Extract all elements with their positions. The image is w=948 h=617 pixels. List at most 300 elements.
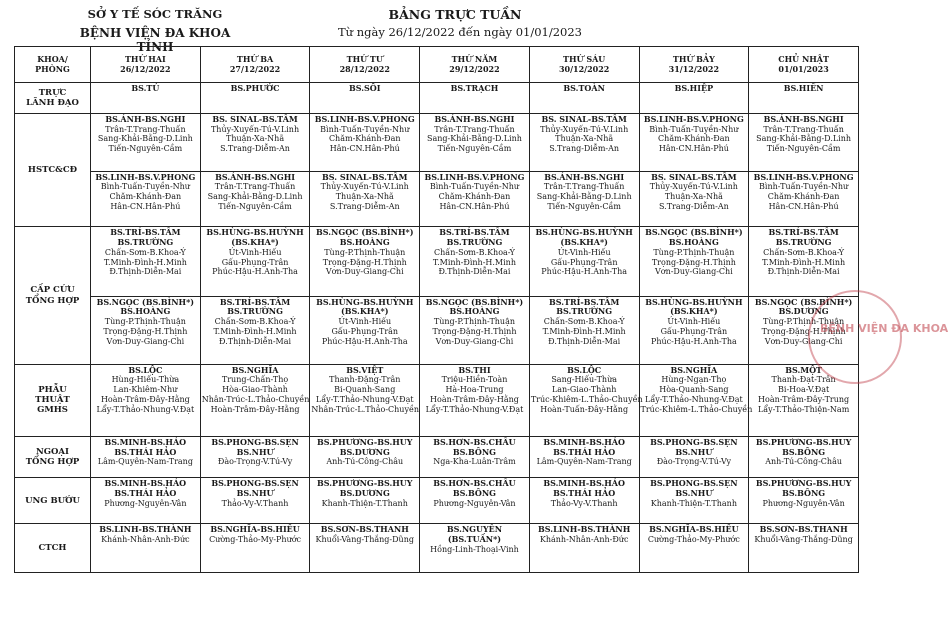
staff-line: Cường-Thảo-My-Phước [647,535,740,545]
staff-line: Cường-Thảo-My-Phước [209,535,302,545]
staff-line: Tiến-Nguyên-Cầm [218,201,292,211]
doctor-line: BS.LINH-BS.V.PHONG [753,171,854,182]
table-row [15,524,859,573]
staff-line: Đ.Thịnh-Diễn-Mai [548,336,621,346]
staff-line: Khuổi-Vàng-Thắng-Dũng [754,535,853,545]
schedule-cell [529,436,639,477]
schedule-cell [749,83,859,114]
staff-line: Hoàn-Trâm-Đây-Hằng [430,394,519,404]
doctor-line: BS.NGHĨA-BS.HIẾU [649,524,739,535]
staff-line: S.Trang-Diễm-An [329,201,400,211]
staff-line: Sang-Khải-Bằng-D.Linh [756,134,852,144]
doctor-line: BS.TRƯỜNG [446,237,503,248]
staff-line: Gấu-Phụng-Trân [221,257,289,267]
doctor-line: BS.DƯƠNG [339,487,390,498]
doctor-line: BS.TRÍ-BS.TÂM [768,227,839,238]
staff-line: Thuận-Xa-Nhã [226,134,285,144]
staff-line: Khanh-Thiện-T.Thanh [650,498,737,508]
doctor-line: BS.BÔNG [452,446,496,457]
doctor-line: BS.BÔNG [452,487,496,498]
staff-line: Phương-Nguyên-Vân [762,498,845,508]
staff-line: Tiến-Nguyên-Cầm [108,144,183,154]
staff-line: Thuận-Xa-Nhã [555,134,614,144]
day-name: THỨ NĂM [451,54,498,65]
day-date: 31/12/2022 [668,63,720,74]
staff-line: Chăm-Khánh-Đan [328,134,401,144]
doctor-line: BS.THÁI HẢO [553,487,616,498]
staff-line: Tùng-P.Thịnh-Thuận [653,247,735,257]
staff-line: Hân-CN.Hân-Phú [110,201,181,211]
schedule-cell [529,83,639,114]
doctor-line: BS.THÁI HẢO [553,446,616,457]
doctor-line: BS.LINH-BS.V.PHONG [643,113,744,124]
schedule-cell [420,171,530,227]
table-row [15,171,859,227]
staff-line: Trọng-Đặng-H.Thịnh [432,326,517,336]
staff-line: Bi-Hoa-V.Đạt [778,385,830,395]
doctor-line: BS.ÁNH-BS.NGHI [544,171,625,182]
staff-line: Khánh-Nhân-Anh-Đức [539,535,629,545]
schedule-cell [529,478,639,524]
schedule-cell [639,436,749,477]
staff-line: Sang-Hiếu-Thừa [551,375,617,385]
doctor-line: BS.LINH-BS.V.PHONG [314,113,415,124]
schedule-cell [91,171,201,227]
staff-line: Nga-Kha-Luân-Trâm [433,457,516,467]
table-row [15,364,859,436]
staff-line: Thủy-Xuyến-Tú-V.Linh [540,124,629,134]
doctor-line: BS.THÁI HẢO [114,446,177,457]
doctor-line: BS.TRƯỜNG [775,237,832,248]
doctor-line: BS.MỘT [785,364,823,375]
day-date: 01/01/2023 [778,63,829,74]
schedule-cell [420,436,530,477]
staff-line: Tiến-Nguyên-Cầm [437,144,512,154]
schedule-cell [310,524,420,573]
doctor-line: BS.NGỌC (BS.BÌNH*) [316,227,414,238]
doctor-line: BS.HIỀN [783,83,824,93]
staff-line: Lan-Giao-Thành [551,385,617,395]
staff-line: Tiến-Nguyên-Cầm [547,201,621,211]
doctor-line: BS.MINH-BS.HẢO [543,478,625,489]
staff-line: Tiến-Nguyên-Cầm [766,144,841,154]
schedule-cell [310,478,420,524]
doctor-line: BS.NGỌC (BS.BÌNH*) [754,296,853,307]
doctor-line: BS.TRƯỜNG [556,306,613,317]
schedule-cell [529,524,639,573]
doctor-line: BS.SƠN-BS.THANH [320,524,409,535]
doctor-line: BS.BÔNG [782,446,826,457]
doctor-line: BS.NGUYÊN [446,524,503,535]
staff-line: Lẩy-T.Thảo-Thiện-Nam [757,404,850,414]
staff-line: Trúc-Khiêm-L.Thảo-Chuyền [530,394,643,404]
staff-line: Triệu-Hiền-Toàn [441,375,508,385]
staff-line: Hùng-Hiếu-Thừa [111,375,180,385]
stamp-text: BỆNH VIỆN ĐA KHOA [820,322,948,335]
staff-line: Vơn-Duy-Giang-Chi [654,267,733,277]
schedule-cell [91,113,201,171]
staff-line: Tùng-P.Thịnh-Thuận [324,247,406,257]
doctor-line: BS.LINH-BS.V.PHONG [424,171,525,182]
doctor-line: BS.TRÍ-BS.TÂM [439,227,510,238]
staff-line: Hà-Hoa-Trung [445,385,504,395]
staff-line: Bình-Tuấn-Tuyền-Như [649,124,739,134]
table-row [15,113,859,171]
dept-label [15,478,91,524]
org-line-1: SỞ Y TẾ SÓC TRĂNG [87,7,223,21]
staff-line: Út-Vinh-Hiếu [557,247,611,257]
staff-line: Chấn-Sơm-B.Khoa-Ý [434,247,515,257]
staff-line: S.Trang-Diễm-An [220,144,290,154]
doctor-line: BS.HOÀNG [120,306,171,317]
staff-line: Lẩy-T.Thảo-Nhung-V.Đạt [96,404,195,414]
staff-line: Hoàn-Trâm-Đây-Trung [758,394,850,404]
staff-line: Anh-Tú-Công-Châu [765,457,843,467]
day-column-header [749,47,859,83]
doctor-line: BS.HÙNG-BS.HUỲNH [535,227,633,238]
table-body [15,83,859,573]
staff-line: Tùng-P.Thịnh-Thuận [104,317,186,327]
day-name: THỨ BA [236,54,274,65]
doctor-line: (BS.KHA*) [670,306,718,317]
schedule-cell [639,227,749,296]
staff-line: Hùng-Ngạn-Thọ [661,375,727,385]
doctor-line: BS.HÙNG-BS.HUỲNH [645,296,743,307]
staff-line: Đ.Thịnh-Diễn-Mai [767,267,840,277]
staff-line: Sang-Khải-Bằng-D.Linh [536,192,632,202]
doctor-line: BS.PHONG-BS.SẸN [211,478,299,489]
doctor-line: BS.ÁNH-BS.NGHI [215,171,296,182]
schedule-cell [639,296,749,364]
duty-schedule-table [14,46,859,573]
staff-line: Thuận-Xa-Nhã [664,192,723,202]
staff-line: Út-Vinh-Hiếu [338,317,392,327]
staff-line: Gấu-Phụng-Trân [550,257,618,267]
doctor-line: BS.ÁNH-BS.NGHI [763,113,844,124]
schedule-cell [749,524,859,573]
doctor-line: BS. SINAL-BS.TÂM [322,171,408,182]
staff-line: Bình-Tuấn-Tuyền-Như [759,182,849,192]
schedule-cell [91,364,201,436]
staff-line: Thảo-Vy-V.Thanh [221,498,289,508]
schedule-cell [639,171,749,227]
doctor-line: BS.HOÀNG [449,306,500,317]
doctor-line: BS.PHONG-BS.SẸN [650,436,738,447]
staff-line: Tùng-P.Thịnh-Thuận [433,317,516,327]
staff-line: Phương-Nguyên-Vân [433,498,516,508]
staff-line: Chấn-Sơm-B.Khoa-Ý [214,317,296,327]
schedule-cell [200,524,310,573]
schedule-cell [420,227,530,296]
dept-label [15,436,91,477]
staff-line: Sang-Khải-Bằng-D.Linh [427,134,522,144]
staff-line: Nhân-Trúc-L.Thảo-Chuyền [201,394,310,404]
staff-line: Sang-Khải-Bằng-D.Linh [207,192,303,202]
staff-line: Chấn-Sơm-B.Khoa-Ý [543,317,625,327]
staff-line: Thảo-Vy-V.Thanh [550,498,618,508]
dept-label-line: TỔNG HỢP [25,295,80,306]
doctor-line: BS.PHONG-BS.SẸN [650,478,738,489]
schedule-cell [310,113,420,171]
schedule-cell [529,296,639,364]
staff-line: Phúc-Hậu-H.Anh-Tha [541,267,628,277]
staff-line: Lâm-Quyên-Nam-Trang [97,457,193,467]
staff-line: Anh-Tú-Công-Châu [326,457,404,467]
staff-line: Thủy-Xuyến-Tú-V.Linh [649,182,738,192]
doctor-line: BS.LINH-BS.THÀNH [538,524,631,535]
doctor-line: BS.NHƯ [675,446,713,457]
dept-label-line: GMHS [37,405,68,416]
staff-line: Trân-T.Trang-Thuấn [105,124,186,134]
schedule-cell [310,436,420,477]
staff-line: Hân-CN.Hân-Phú [658,144,729,154]
doctor-line: BS.HOÀNG [668,237,719,248]
table-header-row [15,47,859,83]
dept-label-line: PHẪU [38,384,67,395]
staff-line: Hân-CN.Hân-Phú [768,201,839,211]
staff-line: Bình-Tuấn-Tuyền-Như [429,182,520,192]
schedule-cell [310,227,420,296]
staff-line: Trọng-Đặng-H.Thịnh [322,257,407,267]
staff-line: Hồng-Linh-Thoại-Vinh [430,544,519,554]
day-name: THỨ HAI [124,54,166,65]
day-column-header [91,47,201,83]
doctor-line: BS.SÔI [348,83,381,93]
doctor-line: BS.HƠN-BS.CHÂU [433,478,516,489]
schedule-cell [91,83,201,114]
doctor-line: BS.NHƯ [236,446,274,457]
schedule-cell [639,364,753,436]
dept-label [15,113,91,226]
table-row [15,83,859,114]
schedule-cell [420,83,530,114]
doctor-line: BS.LỘC [567,364,602,375]
schedule-cell [200,83,310,114]
doctor-line: BS. SINAL-BS.TÂM [212,113,298,124]
doctor-line: BS.TRƯỜNG [227,306,283,317]
doctor-line: BS.TÚ [131,83,160,93]
dept-label [15,524,91,573]
staff-line: Đ.Thịnh-Diễn-Mai [109,267,182,277]
org-line-2: BỆNH VIỆN ĐA KHOA TỈNH [79,26,231,54]
staff-line: Gấu-Phụng-Trân [660,326,728,336]
doctor-line: BS.NGỌC (BS.BÌNH*) [425,296,524,307]
staff-line: T.Minh-Đình-H.Minh [762,257,846,267]
staff-line: Bình-Tuấn-Tuyền-Như [100,182,190,192]
staff-line: Út-Vinh-Hiếu [667,317,721,327]
schedule-cell [529,113,639,171]
staff-line: Trúc-Khiêm-L.Thảo-Chuyền [640,404,753,414]
schedule-cell [420,478,530,524]
doctor-line: BS.HÙNG-BS.HUỲNH [206,227,304,238]
staff-line: Chăm-Khánh-Đan [109,192,182,202]
schedule-cell [529,227,639,296]
doctor-line: BS.DƯƠNG [778,306,829,317]
day-date: 28/12/2022 [339,63,390,74]
dept-header-line: KHOA/ [37,54,68,65]
dept-label-line: TỔNG HỢP [25,456,80,467]
staff-line: Trung-Chấn-Thọ [221,375,289,385]
doctor-line: BS.THI [458,364,491,375]
day-name: CHỦ NHẬT [778,54,829,65]
doctor-line: BS.NHƯ [236,487,274,498]
table-row [15,296,859,364]
staff-line: Vơn-Duy-Giang-Chi [325,267,404,277]
doctor-line: (BS.KHA*) [341,306,389,317]
staff-line: Hoàn-Tuấn-Đây-Hằng [540,404,629,414]
staff-line: Đ.Thịnh-Diễn-Mai [438,267,511,277]
staff-line: Khanh-Thiện-T.Thanh [321,498,408,508]
doctor-line: BS.ÁNH-BS.NGHI [434,113,515,124]
dept-label-line: THUẬT [35,395,70,406]
doctor-line: BS.NGHĨA [231,364,279,375]
staff-line: Nhân-Trúc-L.Thảo-Chuyền [311,404,420,414]
doctor-line: BS.HÙNG-BS.HUỲNH [316,296,414,307]
day-column-header [310,47,420,83]
schedule-cell [200,296,310,364]
doctor-line: BS.TRƯỜNG [117,237,174,248]
schedule-cell [91,478,201,524]
staff-line: Thanh-Đạt-Trân [771,375,836,385]
staff-line: Trân-T.Trang-Thuấn [763,124,844,134]
doctor-line: BS.LINH-BS.THÀNH [99,524,192,535]
day-column-header [639,47,749,83]
doctor-line: BS.MINH-BS.HẢO [543,436,625,447]
doctor-line: BS.TRÍ-BS.TÂM [219,296,291,307]
schedule-cell [310,171,420,227]
schedule-cell [200,171,310,227]
staff-line: Tùng-P.Thịnh-Thuận [763,317,845,327]
schedule-cell [200,227,310,296]
doctor-line: BS.SƠN-BS.THANH [759,524,848,535]
staff-line: S.Trang-Diễm-An [658,201,729,211]
staff-line: Lẩy-T.Thảo-Nhung-V.Đạt [315,394,414,404]
doctor-line: BS.TRÍ-BS.TÂM [110,227,181,238]
dept-label-line: HSTC&CĐ [27,164,78,175]
staff-line: Trân-T.Trang-Thuấn [543,182,625,192]
doctor-line: BS.TOÀN [563,83,605,93]
day-column-header [200,47,310,83]
staff-line: Hoàn-Trâm-Đây-Hằng [100,394,190,404]
staff-line: Trân-T.Trang-Thuấn [214,182,296,192]
staff-line: Thủy-Xuyến-Tú-V.Linh [320,182,409,192]
staff-line: Gấu-Phụng-Trân [331,326,399,336]
doctor-line: (BS.KHA*) [560,237,608,248]
doctor-line: BS.TRẠCH [450,83,499,93]
staff-line: Đào-Trọng-V.Tú-Vy [656,457,732,467]
day-name: THỨ TƯ [346,54,383,65]
doctor-line: BS.LỘC [128,364,163,375]
staff-line: Út-Vinh-Hiếu [228,247,282,257]
doctor-line: BS.HOÀNG [339,237,390,248]
dept-label-line: CTCH [38,543,67,554]
schedule-cell [749,171,859,227]
page-subtitle: Từ ngày 26/12/2022 đến ngày 01/01/2023 [337,25,582,39]
staff-line: Đào-Trọng-V.Tú-Vy [217,457,293,467]
official-stamp [808,290,948,384]
doctor-line: BS.MINH-BS.HẢO [104,478,187,489]
staff-line: Trọng-Đặng-H.Thịnh [103,326,188,336]
schedule-cell [91,436,201,477]
doctor-line: (BS.TUẤN*) [447,534,502,545]
staff-line: Lẩy-T.Thảo-Nhung-V.Đạt [425,404,524,414]
doctor-line: BS.THÁI HẢO [114,487,177,498]
day-column-header [529,47,639,83]
staff-line: Chấn-Sơm-B.Khoa-Ý [763,247,845,257]
doctor-line: BS.NGỌC (BS.BÌNH*) [645,227,743,238]
schedule-cell [420,113,530,171]
schedule-cell [91,296,201,364]
schedule-cell [200,113,310,171]
staff-line: T.Minh-Đình-H.Minh [213,326,297,336]
dept-column-header [15,47,91,83]
dept-label [15,364,91,436]
staff-line: Chăm-Khánh-Đan [438,192,511,202]
schedule-cell [639,83,749,114]
schedule-cell [420,524,530,573]
doctor-line: BS.PHƯƠNG-BS.HUY [755,436,852,447]
staff-line: Vơn-Duy-Giang-Chi [764,336,843,346]
schedule-cell [91,524,201,573]
staff-line: Vơn-Duy-Giang-Chi [435,336,514,346]
doctor-line: BS. SINAL-BS.TÂM [651,171,737,182]
day-date: 26/12/2022 [120,63,171,74]
table-row [15,478,859,524]
staff-line: T.Minh-Đình-H.Minh [542,326,626,336]
schedule-cell [200,436,310,477]
staff-line: Hoàn-Trâm-Đây-Hằng [210,404,300,414]
dept-header-line: PHÒNG [35,63,70,74]
dept-label [15,227,91,364]
staff-line: Hân-CN.Hân-Phú [439,201,510,211]
staff-line: Thuận-Xa-Nhã [335,192,394,202]
staff-line: Chấn-Sơm-B.Khoa-Ý [104,247,186,257]
day-column-header [420,47,530,83]
doctor-line: BS.HIỆP [674,83,714,93]
schedule-cell [420,364,530,436]
doctor-line: BS.NGHĨA-BS.HIẾU [210,524,300,535]
day-date: 29/12/2022 [449,63,500,74]
schedule-cell [420,296,530,364]
doctor-line: (BS.KHA*) [231,237,279,248]
doctor-line: BS.PHƯƠNG-BS.HUY [317,436,413,447]
staff-line: T.Minh-Đình-H.Minh [103,257,187,267]
staff-line: Khuổi-Vàng-Thắng-Dũng [315,535,414,545]
staff-line: Phúc-Hậu-H.Anh-Tha [650,336,737,346]
staff-line: Lẩy-T.Thảo-Nhung-V.Đạt [645,394,743,404]
day-name: THỨ BẢY [672,54,715,65]
table-row [15,227,859,296]
staff-line: Thanh-Đặng-Trân [329,375,401,385]
doctor-line: BS.PHONG-BS.SẸN [211,436,299,447]
schedule-cell [639,478,749,524]
staff-line: Phương-Nguyên-Vân [104,498,187,508]
doctor-line: BS.HƠN-BS.CHÂU [433,436,516,447]
staff-line: Hòa-Quanh-Sang [659,385,729,395]
doctor-line: BS.BÔNG [782,487,826,498]
staff-line: Bình-Tuấn-Tuyền-Như [320,124,410,134]
schedule-cell [310,296,420,364]
doctor-line: BS. SINAL-BS.TÂM [541,113,627,124]
schedule-cell [749,227,859,296]
staff-line: Trọng-Đặng-H.Thịnh [651,257,736,267]
doctor-line: BS.TRÍ-BS.TÂM [549,296,620,307]
staff-line: Trọng-Đặng-H.Thịnh [761,326,846,336]
staff-line: Lâm-Quyên-Nam-Trang [536,457,632,467]
schedule-cell [529,364,643,436]
schedule-cell [749,478,859,524]
dept-label-line: UNG BƯỚU [25,495,80,506]
